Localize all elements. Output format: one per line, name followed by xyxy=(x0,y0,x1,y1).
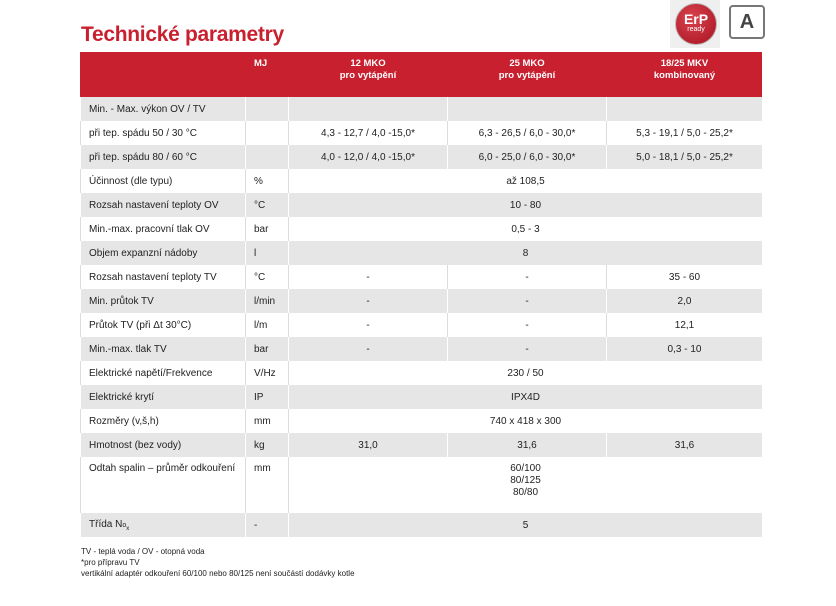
row-value: 8 xyxy=(289,241,763,265)
row-unit: °C xyxy=(246,193,289,217)
row-value: - xyxy=(289,313,448,337)
row-value: 0,3 - 10 xyxy=(607,337,763,361)
row-value: 4,0 - 12,0 / 4,0 -15,0* xyxy=(289,145,448,169)
table-row xyxy=(81,385,763,409)
row-unit: mm xyxy=(246,457,289,513)
row-unit xyxy=(246,121,289,145)
parameters-table xyxy=(80,52,762,537)
row-value: 6,0 - 25,0 / 6,0 - 30,0* xyxy=(448,145,607,169)
table-row xyxy=(81,409,763,433)
table-row xyxy=(81,289,763,313)
row-unit: l/m xyxy=(246,313,289,337)
page-title: Technické parametry xyxy=(81,23,284,46)
row-label: Min.-max. pracovní tlak OV xyxy=(81,217,246,241)
table-row xyxy=(81,361,763,385)
row-value: 230 / 50 xyxy=(289,361,763,385)
row-label: Min. - Max. výkon OV / TV xyxy=(81,97,246,121)
row-value: - xyxy=(289,265,448,289)
row-label: Elektrické napětí/Frekvence xyxy=(81,361,246,385)
row-label: Min.-max. tlak TV xyxy=(81,337,246,361)
row-label: Třída $No_x$ xyxy=(81,513,246,537)
table-header xyxy=(81,52,763,97)
table-row xyxy=(81,145,763,169)
row-label: při tep. spádu 50 / 30 °C xyxy=(81,121,246,145)
row-label: Průtok TV (při Δt 30°C) xyxy=(81,313,246,337)
row-unit: mm xyxy=(246,409,289,433)
row-unit: kg xyxy=(246,433,289,457)
table-row xyxy=(81,313,763,337)
footnote: TV - teplá voda / OV - otopná voda xyxy=(81,547,205,556)
row-value: 12,1 xyxy=(607,313,763,337)
footnote: vertikální adaptér odkouření 60/100 nebo 80/125 není součástí dodávky kotle xyxy=(81,569,355,578)
row-label: Hmotnost (bez vody) xyxy=(81,433,246,457)
row-unit: bar xyxy=(246,217,289,241)
table-row xyxy=(81,513,763,537)
erp-ready-logo: ErP ready xyxy=(670,0,720,48)
row-unit: V/Hz xyxy=(246,361,289,385)
row-value: 5,0 - 18,1 / 5,0 - 25,2* xyxy=(607,145,763,169)
row-unit xyxy=(246,145,289,169)
footnotes xyxy=(81,546,355,579)
row-unit: bar xyxy=(246,337,289,361)
table-row xyxy=(81,457,763,513)
row-value: 31,0 xyxy=(289,433,448,457)
row-value: až 108,5 xyxy=(289,169,763,193)
row-value: 2,0 xyxy=(607,289,763,313)
row-unit: l xyxy=(246,241,289,265)
row-value: 31,6 xyxy=(448,433,607,457)
row-unit: % xyxy=(246,169,289,193)
table-row xyxy=(81,433,763,457)
row-label: při tep. spádu 80 / 60 °C xyxy=(81,145,246,169)
row-value: - xyxy=(289,337,448,361)
row-value: IPX4D xyxy=(289,385,763,409)
row-value: - xyxy=(448,313,607,337)
row-value: - xyxy=(448,265,607,289)
table-row xyxy=(81,265,763,289)
row-value: 35 - 60 xyxy=(607,265,763,289)
row-value: 60/100 80/125 80/80 xyxy=(289,457,763,513)
table-row xyxy=(81,337,763,361)
header-col-1: 12 MKO pro vytápění xyxy=(289,52,448,97)
row-label: Elektrické krytí xyxy=(81,385,246,409)
row-value xyxy=(289,97,448,121)
row-unit: °C xyxy=(246,265,289,289)
row-unit xyxy=(246,97,289,121)
table-row xyxy=(81,169,763,193)
row-value: 4,3 - 12,7 / 4,0 -15,0* xyxy=(289,121,448,145)
row-value xyxy=(607,97,763,121)
row-value: - xyxy=(448,289,607,313)
row-unit: l/min xyxy=(246,289,289,313)
energy-class-badge: A xyxy=(729,5,765,39)
header-mj: MJ xyxy=(246,52,289,97)
row-label: Objem expanzní nádoby xyxy=(81,241,246,265)
row-value: 5,3 - 19,1 / 5,0 - 25,2* xyxy=(607,121,763,145)
row-value: - xyxy=(289,289,448,313)
row-value: - xyxy=(448,337,607,361)
header-col-2: 25 MKO pro vytápění xyxy=(448,52,607,97)
table-row xyxy=(81,193,763,217)
row-label: Rozměry (v,š,h) xyxy=(81,409,246,433)
row-label: Min. průtok TV xyxy=(81,289,246,313)
row-value: 740 x 418 x 300 xyxy=(289,409,763,433)
footnote: *pro přípravu TV xyxy=(81,558,140,567)
row-value: 0,5 - 3 xyxy=(289,217,763,241)
row-value: 10 - 80 xyxy=(289,193,763,217)
row-value: 6,3 - 26,5 / 6,0 - 30,0* xyxy=(448,121,607,145)
table-row xyxy=(81,121,763,145)
row-unit: - xyxy=(246,513,289,537)
table-row xyxy=(81,241,763,265)
row-unit: IP xyxy=(246,385,289,409)
table-row xyxy=(81,97,763,121)
row-value: 31,6 xyxy=(607,433,763,457)
row-label: Rozsah nastavení teploty OV xyxy=(81,193,246,217)
row-value xyxy=(448,97,607,121)
row-value: 5 xyxy=(289,513,763,537)
row-label: Účinnost (dle typu) xyxy=(81,169,246,193)
row-label: Rozsah nastavení teploty TV xyxy=(81,265,246,289)
table-row xyxy=(81,217,763,241)
row-label: Odtah spalin – průměr odkouření xyxy=(81,457,246,513)
header-col-3: 18/25 MKV kombinovaný xyxy=(607,52,763,97)
